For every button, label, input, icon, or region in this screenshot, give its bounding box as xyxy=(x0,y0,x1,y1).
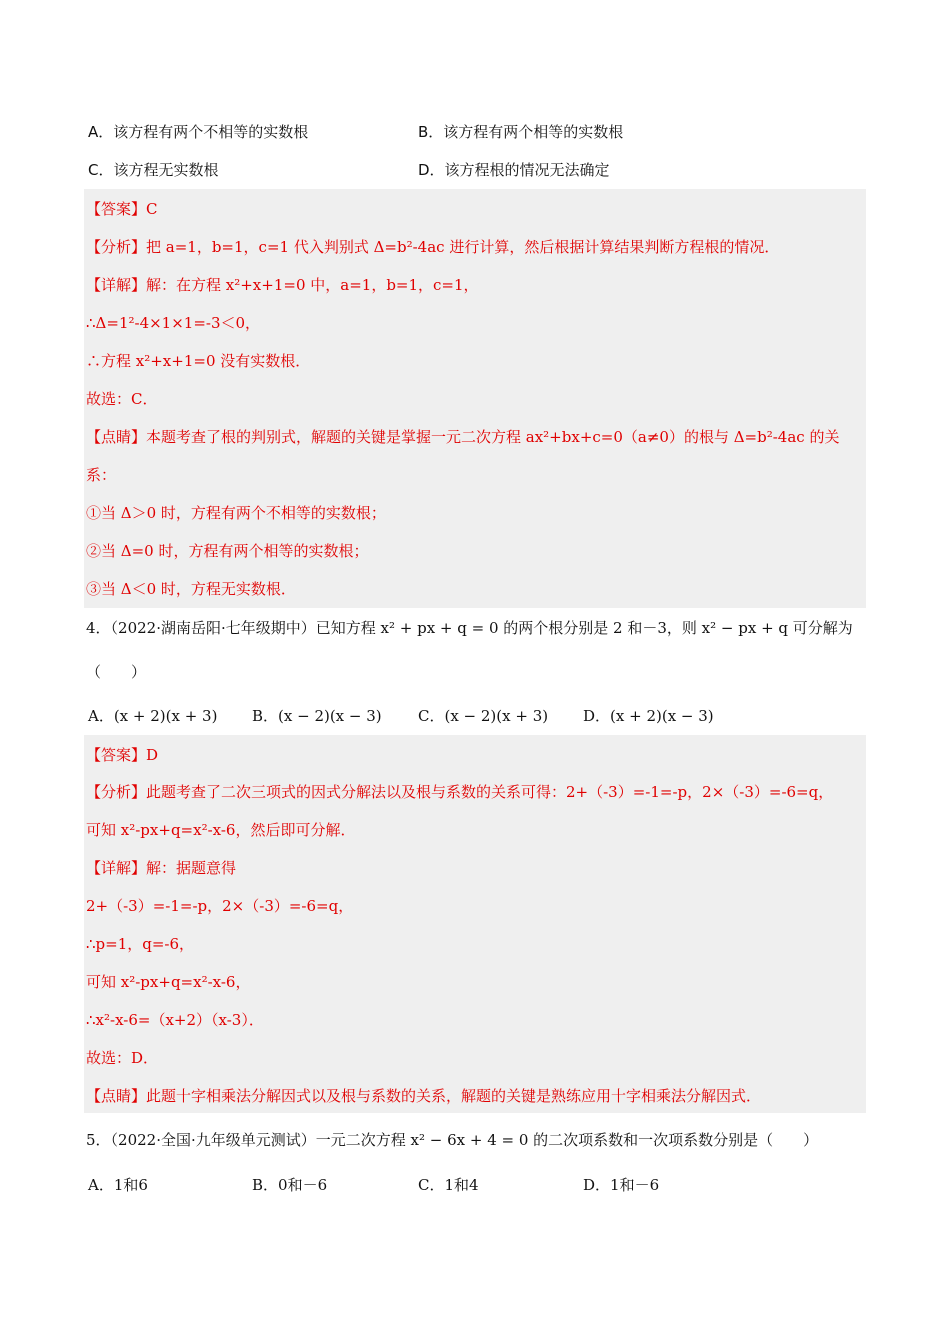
q4-option-a: A．(x + 2)(x + 3) xyxy=(88,707,218,725)
q4-stem-1: 4．（2022·湖南岳阳·七年级期中）已知方程 x² + px + q = 0 的两个根分别是 2 和－3，则 x² − px + q 可分解为 xyxy=(86,619,853,637)
q4-analysis-2: 可知 x²-px+q=x²-x-6，然后即可分解． xyxy=(86,821,356,839)
q3-choose: 故选：C． xyxy=(86,390,158,408)
q3-point-1: 【点睛】本题考查了根的判别式，解题的关键是掌握一元二次方程 ax²+bx+c=0（a≠0）的根与 Δ=b²-4ac 的关 xyxy=(86,428,840,446)
q4-option-b: B．(x − 2)(x − 3) xyxy=(252,707,382,725)
q3-option-c: C．该方程无实数根 xyxy=(88,161,219,179)
q5-stem: 5．（2022·全国·九年级单元测试）一元二次方程 x² − 6x + 4 = 0 的二次项系数和一次项系数分别是（ ） xyxy=(86,1131,819,1149)
q5-option-b: B．0和－6 xyxy=(252,1176,328,1194)
q4-detail-1: 【详解】解：据题意得 xyxy=(86,859,237,877)
q3-case-2: ②当 Δ=0 时，方程有两个相等的实数根； xyxy=(86,542,369,560)
q3-answer: 【答案】C xyxy=(86,200,158,218)
q5-option-a: A．1和6 xyxy=(88,1176,148,1194)
q4-analysis-1: 【分析】此题考查了二次三项式的因式分解法以及根与系数的关系可得：2+（-3）=-1=-p，2×（-3）=-6=q， xyxy=(86,783,834,801)
q4-stem-2: （ ） xyxy=(86,663,147,681)
q4-detail-3: ∴p=1，q=-6， xyxy=(86,935,195,953)
q4-detail-5: ∴x²-x-6=（x+2）（x-3）． xyxy=(86,1011,264,1029)
q4-option-d: D．(x + 2)(x − 3) xyxy=(583,707,714,725)
q3-detail-2: ∴Δ=1²-4×1×1=-3＜0， xyxy=(86,314,261,332)
q3-option-a: A．该方程有两个不相等的实数根 xyxy=(88,123,309,141)
q3-option-b: B．该方程有两个相等的实数根 xyxy=(418,123,624,141)
q4-answer: 【答案】D xyxy=(86,746,159,764)
q3-option-d: D．该方程根的情况无法确定 xyxy=(418,161,610,179)
q5-option-d: D．1和－6 xyxy=(583,1176,660,1194)
q4-choose: 故选：D． xyxy=(86,1049,159,1067)
q5-option-c: C．1和4 xyxy=(418,1176,479,1194)
q3-case-1: ①当 Δ＞0 时，方程有两个不相等的实数根； xyxy=(86,504,386,522)
q3-case-3: ③当 Δ＜0 时，方程无实数根． xyxy=(86,580,296,598)
q3-detail-3: ∴方程 x²+x+1=0 没有实数根． xyxy=(86,352,311,370)
q4-point: 【点睛】此题十字相乘法分解因式以及根与系数的关系，解题的关键是熟练应用十字相乘法分解因式． xyxy=(86,1087,762,1105)
q4-detail-4: 可知 x²-px+q=x²-x-6， xyxy=(86,973,251,991)
q4-option-c: C．(x − 2)(x + 3) xyxy=(418,707,549,725)
q4-detail-2: 2+（-3）=-1=-p，2×（-3）=-6=q， xyxy=(86,897,354,915)
q3-detail-1: 【详解】解：在方程 x²+x+1=0 中，a=1，b=1，c=1， xyxy=(86,276,479,294)
q3-point-2: 系： xyxy=(86,466,117,484)
q3-analysis: 【分析】把 a=1，b=1，c=1 代入判别式 Δ=b²-4ac 进行计算，然后根据计算结果判断方程根的情况． xyxy=(86,238,780,256)
